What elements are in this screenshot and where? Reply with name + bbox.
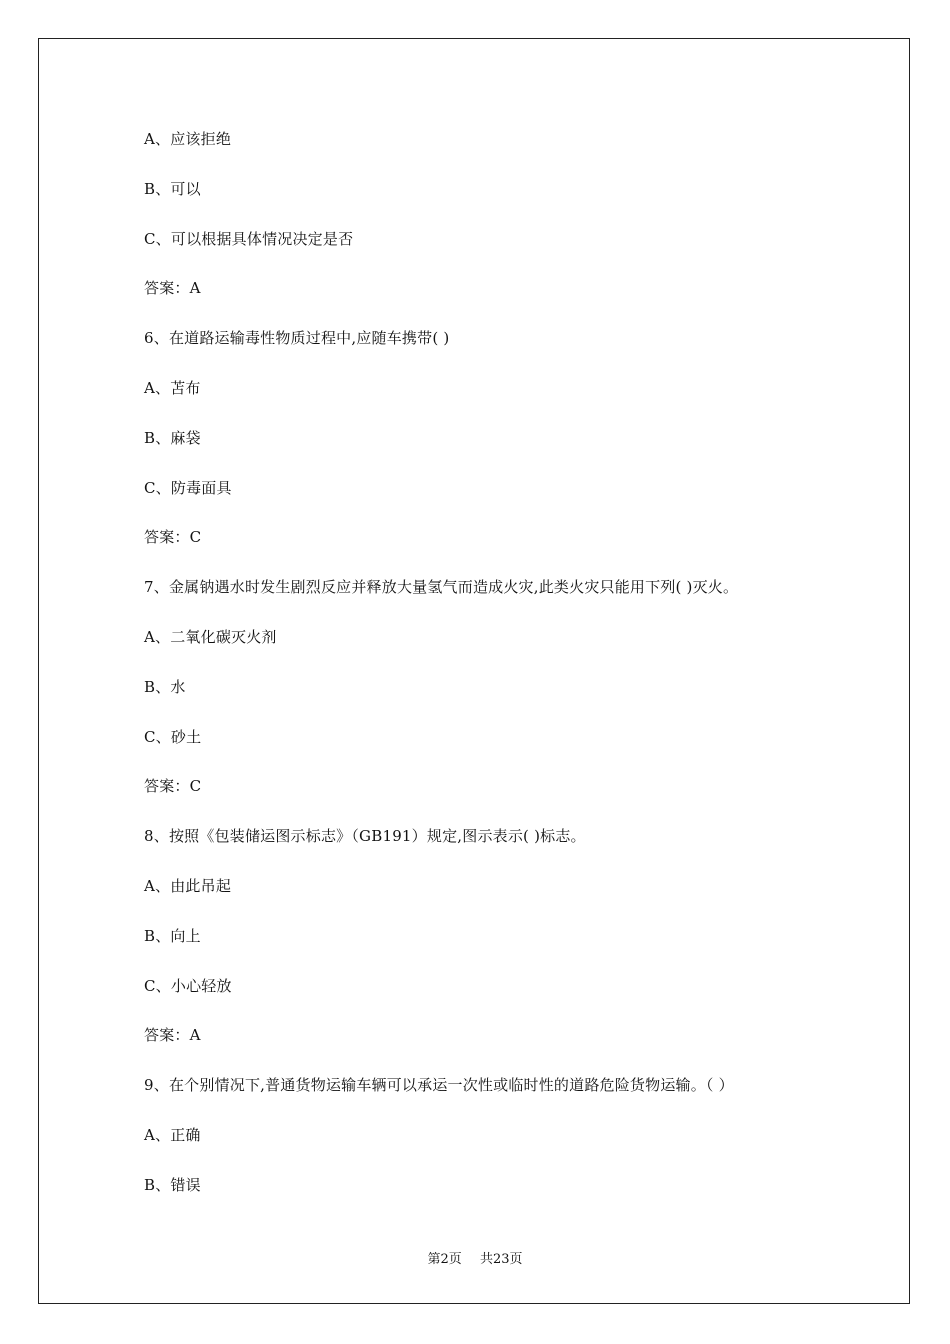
option-line: C、可以根据具体情况决定是否 <box>144 229 354 248</box>
question-line: 6、在道路运输毒性物质过程中,应随车携带( ) <box>144 329 450 348</box>
option-line: C、小心轻放 <box>144 976 232 995</box>
option-line: A、应该拒绝 <box>144 130 232 148</box>
option-line: C、砂土 <box>144 727 202 746</box>
option-line: B、可以 <box>144 179 201 198</box>
page-total: 共23页 <box>479 1252 523 1267</box>
option-line: A、二氧化碳灭火剂 <box>144 627 277 646</box>
option-line: B、水 <box>144 677 186 696</box>
option-line: A、正确 <box>144 1125 201 1144</box>
page-footer <box>0 1248 950 1267</box>
question-line: 8、按照《包装储运图示标志》（GB191）规定,图示表示( )标志。 <box>144 827 586 846</box>
question-line: 7、金属钠遇水时发生剧烈反应并释放大量氢气而造成火灾,此类火灾只能用下列( )灭火。 <box>144 578 739 597</box>
question-content <box>144 127 844 1223</box>
answer-line: 答案：C <box>144 777 202 796</box>
answer-line: 答案：A <box>144 279 201 298</box>
option-line: A、苫布 <box>144 378 201 397</box>
question-line: 9、在个别情况下,普通货物运输车辆可以承运一次性或临时性的道路危险货物运输。（ ） <box>144 1076 734 1095</box>
option-line: B、麻袋 <box>144 428 201 447</box>
page-number: 第2页 <box>427 1252 462 1267</box>
option-line: C、防毒面具 <box>144 478 232 497</box>
option-line: B、向上 <box>144 926 201 945</box>
answer-line: 答案：C <box>144 528 202 547</box>
option-line: B、错误 <box>144 1175 201 1194</box>
answer-line: 答案：A <box>144 1026 201 1045</box>
option-line: A、由此吊起 <box>144 876 232 895</box>
